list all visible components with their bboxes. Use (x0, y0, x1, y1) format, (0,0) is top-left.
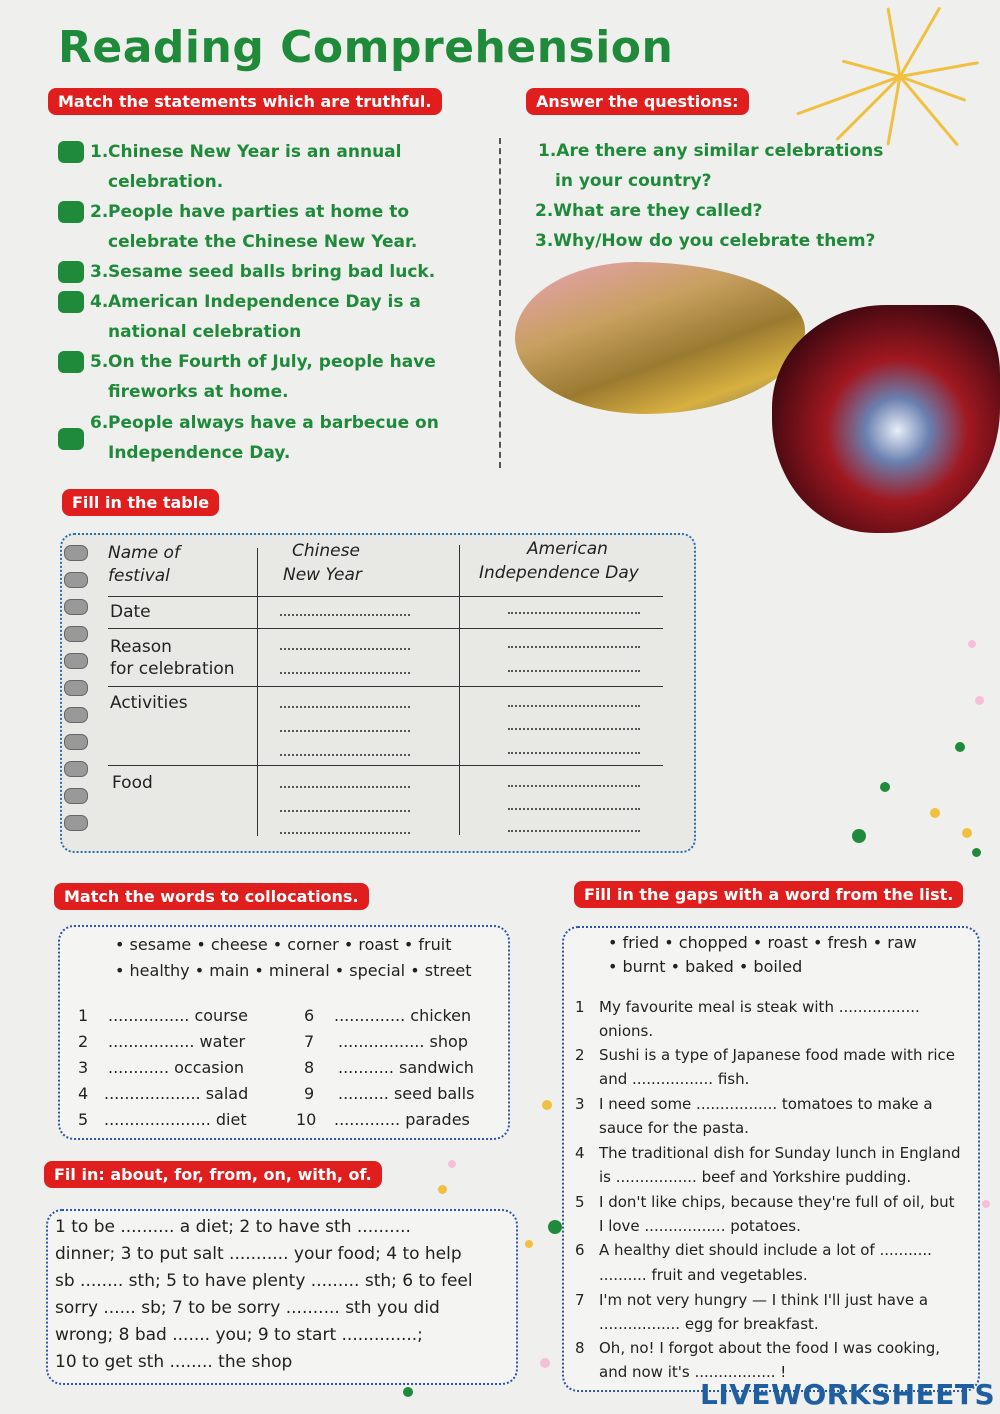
answer-box[interactable] (58, 261, 84, 283)
gap-word-list-1: • fried • chopped • roast • fresh • raw (608, 933, 917, 952)
statement-2: 2. People have parties at home to celebrate the Chinese New Year. (58, 197, 478, 257)
gap-item-8: Oh, no! I forgot about the food I was cooking, (599, 1339, 941, 1357)
page-title: Reading Comprehension (58, 22, 674, 73)
question-1: 1.Are there any similar celebrations (538, 141, 884, 161)
gap-num-3: 3 (575, 1095, 585, 1113)
answer-box[interactable] (58, 428, 84, 450)
collocation-num-4: 4 (78, 1084, 89, 1103)
collocation-item-1[interactable]: ................ course (108, 1006, 248, 1025)
prepositions-line-2[interactable]: dinner; 3 to put salt ........... your food; 4 to help (55, 1244, 462, 1264)
gap-num-1: 1 (575, 998, 585, 1016)
answer-questions-label: Answer the questions: (526, 88, 749, 115)
prepositions-label: Fil in: about, for, from, on, with, of. (44, 1161, 382, 1188)
prepositions-line-6[interactable]: 10 to get sth ........ the shop (55, 1352, 293, 1372)
collocation-item-5[interactable]: ..................... diet (104, 1110, 247, 1129)
answer-box[interactable] (58, 351, 84, 373)
row-food: Food (112, 773, 153, 793)
match-collocations-label: Match the words to collocations. (54, 883, 369, 910)
collocation-num-7: 7 (304, 1032, 315, 1051)
gap-item-1-cont: onions. (599, 1022, 654, 1040)
collocation-item-3[interactable]: ............ occasion (108, 1058, 245, 1077)
notebook-rings (64, 545, 90, 845)
gap-item-7: I'm not very hungry — I think I'll just have a (599, 1291, 929, 1309)
liveworksheets-logo: LIVEWORKSHEETS (700, 1378, 996, 1411)
gap-num-6: 6 (575, 1241, 585, 1259)
fill-table-label: Fill in the table (62, 489, 219, 516)
row-reason: Reason (110, 637, 172, 657)
statement-4: 4. American Independence Day is a national celebration (58, 287, 478, 347)
statement-1: 1. Chinese New Year is an annual celebration. (58, 137, 478, 197)
collocation-item-10[interactable]: ............. parades (334, 1110, 470, 1129)
collocation-item-8[interactable]: ........... sandwich (338, 1058, 474, 1077)
prepositions-line-3[interactable]: sb ........ sth; 5 to have plenty ......... sth; 6 to feel (55, 1271, 473, 1291)
collocation-num-3: 3 (78, 1058, 89, 1077)
collocation-num-8: 8 (304, 1058, 315, 1077)
gap-item-6-cont: .......... fruit and vegetables. (599, 1266, 808, 1284)
gap-item-3[interactable]: I need some ................. tomatoes to make a (599, 1095, 933, 1113)
collocation-num-1: 1 (78, 1006, 89, 1025)
gap-item-1[interactable]: My favourite meal is steak with ................. (599, 998, 920, 1016)
gap-item-4-cont[interactable]: is ................. beef and Yorkshire pudding. (599, 1168, 912, 1186)
collocation-item-6[interactable]: .............. chicken (334, 1006, 472, 1025)
gap-item-7-cont[interactable]: ................. egg for breakfast. (599, 1315, 819, 1333)
gap-word-list-2: • burnt • baked • boiled (608, 957, 803, 976)
collocation-num-9: 9 (304, 1084, 315, 1103)
table-header-name: Name of (108, 543, 180, 563)
collocation-word-list-2: • healthy • main • mineral • special • street (115, 961, 472, 980)
collocation-item-4[interactable]: ................... salad (104, 1084, 249, 1103)
gap-item-5-cont[interactable]: I love ................. potatoes. (599, 1217, 801, 1235)
statement-6: 6. People always have a barbecue on Independence Day. (58, 408, 478, 468)
answer-box[interactable] (58, 201, 84, 223)
table-header-name-2: festival (108, 566, 170, 586)
table-header-american-2: Independence Day (479, 563, 639, 583)
collocation-item-2[interactable]: ................. water (108, 1032, 246, 1051)
column-divider (499, 138, 501, 468)
answer-box[interactable] (58, 291, 84, 313)
collocation-word-list-1: • sesame • cheese • corner • roast • fruit (115, 935, 452, 954)
row-date: Date (110, 602, 151, 622)
gap-num-4: 4 (575, 1144, 585, 1162)
question-2: 2.What are they called? (535, 201, 763, 221)
fill-gaps-label: Fill in the gaps with a word from the list. (574, 881, 963, 908)
gap-item-2: Sushi is a type of Japanese food made with rice (599, 1046, 956, 1064)
gap-item-3-cont: sauce for the pasta. (599, 1119, 749, 1137)
table-header-american: American (527, 539, 608, 559)
question-3: 3.Why/How do you celebrate them? (535, 231, 876, 251)
collocation-num-2: 2 (78, 1032, 89, 1051)
gap-num-8: 8 (575, 1339, 585, 1357)
gap-num-5: 5 (575, 1193, 585, 1211)
table-header-chinese: Chinese (292, 541, 360, 561)
prepositions-line-5[interactable]: wrong; 8 bad ....... you; 9 to start ..............; (55, 1325, 423, 1345)
answer-box[interactable] (58, 141, 84, 163)
gap-num-2: 2 (575, 1046, 585, 1064)
match-statements-label: Match the statements which are truthful. (48, 88, 442, 115)
table-header-chinese-2: New Year (283, 565, 362, 585)
statement-3: 3. Sesame seed balls bring bad luck. (58, 257, 478, 287)
gap-item-6[interactable]: A healthy diet should include a lot of ........... (599, 1241, 932, 1259)
collocation-item-9[interactable]: .......... seed balls (338, 1084, 475, 1103)
gap-item-5: I don't like chips, because they're full of oil, but (599, 1193, 955, 1211)
question-1-cont: in your country? (555, 171, 712, 191)
gap-item-8-cont[interactable]: and now it's ................. ! (599, 1363, 787, 1381)
prepositions-line-1[interactable]: 1 to be .......... a diet; 2 to have sth .......... (55, 1217, 411, 1237)
collocation-item-7[interactable]: ................. shop (338, 1032, 468, 1051)
gap-num-7: 7 (575, 1291, 585, 1309)
prepositions-line-4[interactable]: sorry ...... sb; 7 to be sorry .......... sth you did (55, 1298, 440, 1318)
firework-decoration (900, 75, 901, 76)
concert-photo (772, 305, 1000, 533)
gap-item-4: The traditional dish for Sunday lunch in England (599, 1144, 961, 1162)
gap-item-2-cont[interactable]: and ................. fish. (599, 1070, 750, 1088)
statement-5: 5. On the Fourth of July, people have fireworks at home. (58, 347, 478, 407)
carnival-photo (515, 262, 805, 414)
collocation-num-10: 10 (296, 1110, 317, 1129)
collocation-num-5: 5 (78, 1110, 89, 1129)
row-reason-2: for celebration (110, 659, 235, 679)
row-activities: Activities (110, 693, 188, 713)
collocation-num-6: 6 (304, 1006, 315, 1025)
